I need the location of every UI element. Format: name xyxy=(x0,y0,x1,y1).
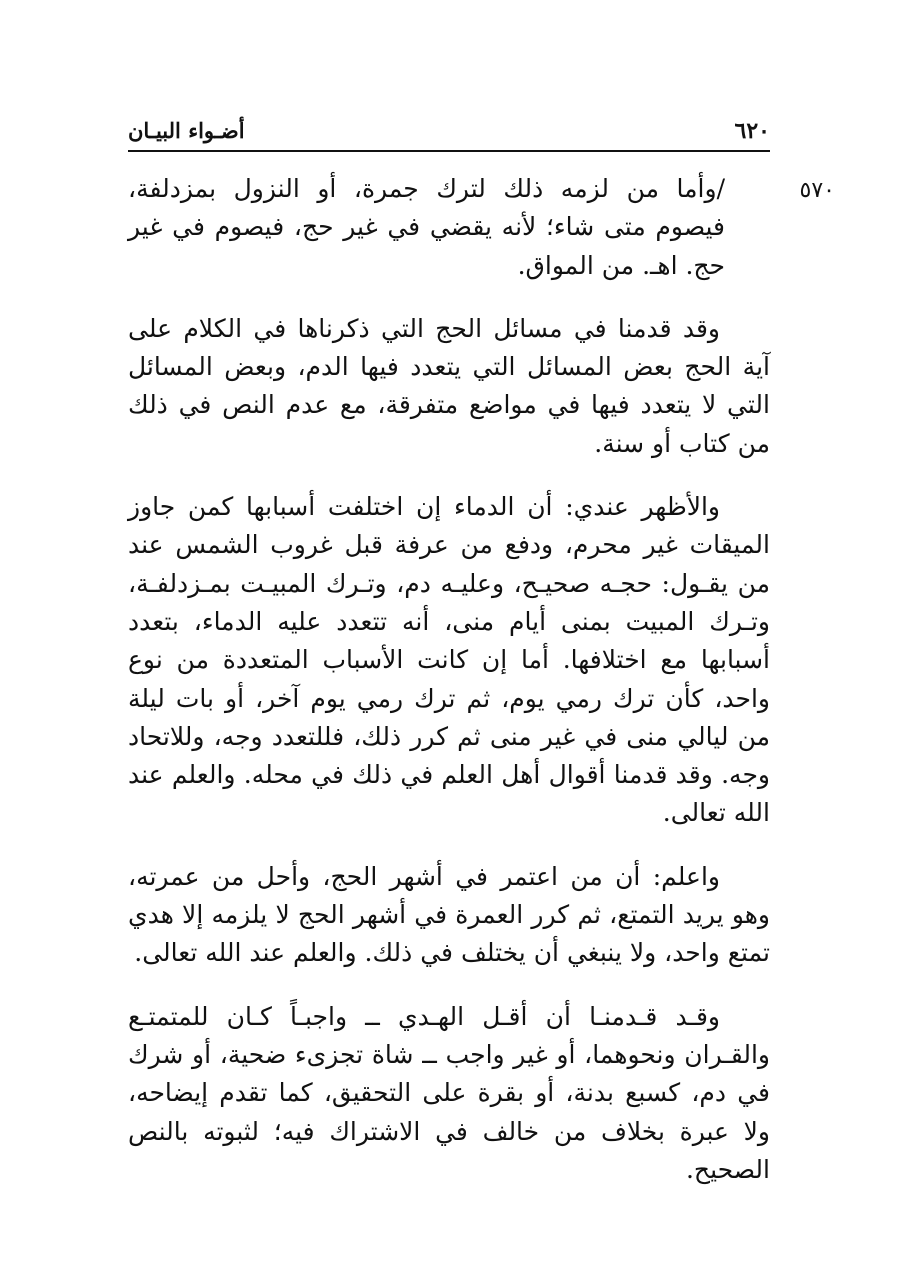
paragraph-2: وقد قدمنا في مسائل الحج التي ذكرناها في الكلام على آية الحج بعض المسائل التي يتعدد فيها الدم، وبعض المسائل التي لا يتعدد فيها في مواضع متفرقة، مع عدم النص في ذلك من كتاب أو سنة. xyxy=(128,313,770,458)
book-title: أضـواء البيـان xyxy=(128,118,245,143)
body-text xyxy=(128,170,770,1214)
paragraph-3: والأظهر عندي: أن الدماء إن اختلفت أسبابها كمن جاوز الميقات غير محرم، ودفع من عرفة قبل غروب الشمس عند من يقـول: حجـه صحيـح، وعليـه دم، وتـرك المبيـت بمـزدلفـة، وتـرك المبيت بمنى أيام منى، أنه تتعدد عليه الدماء، بتعدد أسبابها مع اختلافها. أما إن كانت الأسباب المتعددة من نوع واحد، كأن ترك رمي يوم، ثم ترك رمي يوم آخر، أو بات ليلة من ليالي منى في غير منى ثم كرر ذلك، فللتعدد وجه، وللاتحاد وجه. وقد قدمنا أقوال أهل العلم في ذلك في محله. والعلم عند الله تعالى. xyxy=(128,492,770,828)
header-divider xyxy=(128,150,770,152)
paragraph-1: /وأما من لزمه ذلك لترك جمرة، أو النزول بمزدلفة، فيصوم متى شاء؛ لأنه يقضي في غير حج، فيصوم في غير حج. اهـ. من المواق. xyxy=(128,174,725,280)
paragraph-5: وقـد قـدمنـا أن أقـل الهـدي ــ واجبـاً كـان للمتمتـع والقـران ونحوهما، أو غير واجب ــ شاة تجزىء ضحية، أو شرك في دم، كسبع بدنة، أو بقرة على التحقيق، كما تقدم إيضاحه، ولا عبرة بخلاف من خالف في الاشتراك فيه؛ لثبوته بالنص الصحيح. xyxy=(128,1001,770,1184)
page-number: ٦٢٠ xyxy=(734,118,770,144)
original-page-marker: ٥٧٠ xyxy=(799,178,835,203)
paragraph-4: واعلم: أن من اعتمر في أشهر الحج، وأحل من عمرته، وهو يريد التمتع، ثم كرر العمرة في أشهر الحج لا يلزمه إلا هدي تمتع واحد، ولا ينبغي أن يختلف في ذلك. والعلم عند الله تعالى. xyxy=(128,861,770,968)
running-header xyxy=(128,112,770,152)
